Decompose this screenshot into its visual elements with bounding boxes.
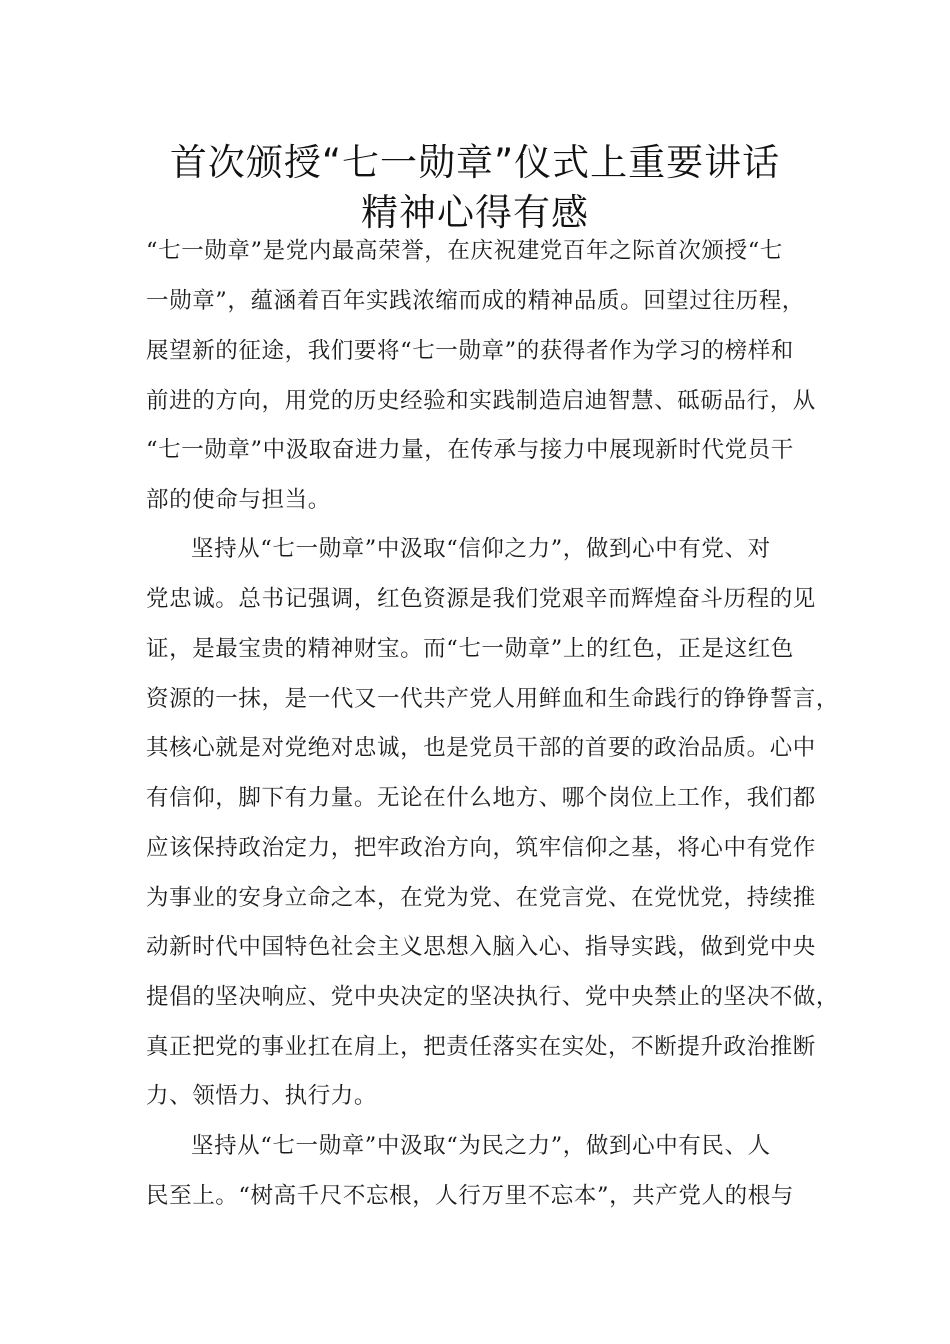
body-line: 其核心就是对党绝对忠诚，也是党员干部的首要的政治品质。心中	[146, 735, 816, 761]
document-title-line-1: 首次颁授“七一勋章”仪式上重要讲话	[169, 141, 781, 184]
body-line: 力、领悟力、执行力。	[146, 1083, 378, 1109]
body-line: “七一勋章”是党内最高荣誉，在庆祝建党百年之际首次颁授“七	[146, 238, 783, 264]
body-line: 民至上。“树高千尺不忘根，人行万里不忘本”，共产党人的根与	[146, 1183, 794, 1209]
body-line: 资源的一抹，是一代又一代共产党人用鲜血和生命践行的铮铮誓言，	[146, 686, 840, 712]
body-line: 部的使命与担当。	[146, 487, 331, 513]
body-line: 动新时代中国特色社会主义思想入脑入心、指导实践，做到党中央	[146, 934, 816, 960]
body-line: “七一勋章”中汲取奋进力量，在传承与接力中展现新时代党员干	[146, 437, 794, 463]
body-line: 前进的方向，用党的历史经验和实践制造启迪智慧、砥砺品行，从	[146, 388, 816, 414]
body-line: 真正把党的事业扛在肩上，把责任落实在实处，不断提升政治推断	[146, 1034, 816, 1060]
body-line: 坚持从“七一勋章”中汲取“信仰之力”，做到心中有党、对	[191, 536, 771, 562]
body-line: 一勋章”，蕴涵着百年实践浓缩而成的精神品质。回望过往历程，	[146, 288, 805, 314]
body-line: 党忠诚。总书记强调，红色资源是我们党艰辛而辉煌奋斗历程的见	[146, 586, 816, 612]
body-line: 提倡的坚决响应、党中央决定的坚决执行、党中央禁止的坚决不做，	[146, 984, 840, 1010]
document-title-line-2: 精神心得有感	[361, 191, 589, 234]
body-line: 证，是最宝贵的精神财宝。而“七一勋章”上的红色，正是这红色	[146, 636, 794, 662]
body-line: 为事业的安身立命之本，在党为党、在党言党、在党忧党，持续推	[146, 885, 816, 911]
body-line: 展望新的征途，我们要将“七一勋章”的获得者作为学习的榜样和	[146, 338, 794, 364]
body-line: 坚持从“七一勋章”中汲取“为民之力”，做到心中有民、人	[191, 1133, 771, 1159]
body-line: 有信仰，脚下有力量。无论在什么地方、哪个岗位上工作，我们都	[146, 785, 816, 811]
body-line: 应该保持政治定力，把牢政治方向，筑牢信仰之基，将心中有党作	[146, 835, 816, 861]
